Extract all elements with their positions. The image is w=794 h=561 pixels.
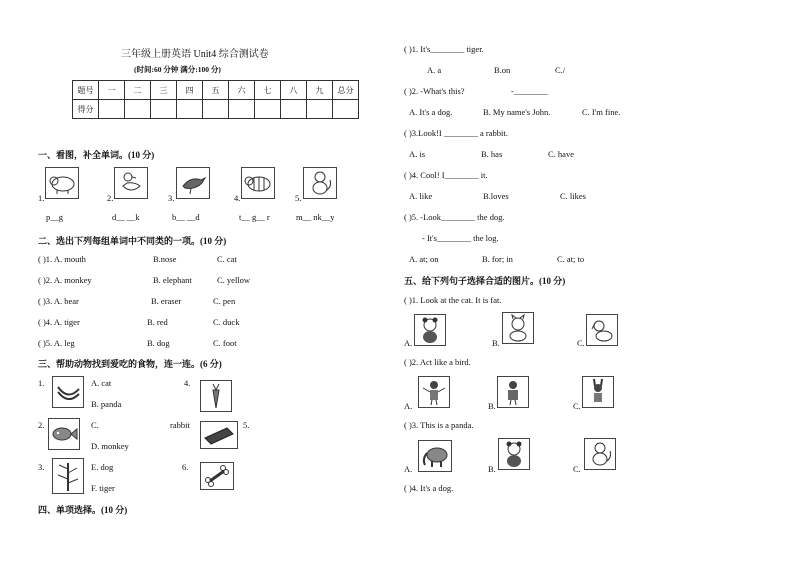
score-cell: 六 [229, 81, 255, 100]
section-5-heading: 五、给下列句子选择合适的图片。(10 分) [404, 276, 566, 286]
s4-option: B.loves [483, 191, 509, 201]
s2-option: B.nose [153, 254, 177, 264]
s5-option-label: C. [573, 464, 581, 474]
s4-option: B.on [494, 65, 511, 75]
s2-option: C. yellow [217, 275, 251, 285]
panda-picture [414, 314, 446, 346]
s3-animal: A. cat [91, 378, 112, 388]
s3-animal: rabbit [170, 420, 190, 430]
s4-option: A. at; on [409, 254, 439, 264]
s5-option-label: B. [488, 401, 496, 411]
score-cell: 一 [99, 81, 125, 100]
s3-animal: E. dog [91, 462, 114, 472]
score-cell: 九 [307, 81, 333, 100]
s1-num: 5. [295, 193, 302, 203]
s5-question: ( )1. Look at the cat. It is fat. [404, 295, 502, 305]
s4-question: ( )2. -What's this? [404, 86, 465, 96]
s2-question: ( )1. A. mouth [38, 254, 86, 264]
s3-animal: D. monkey [91, 441, 129, 451]
score-cell: 七 [255, 81, 281, 100]
bone-picture [200, 462, 234, 490]
score-input-cell[interactable] [307, 100, 333, 119]
s5-option-label: C. [577, 338, 585, 348]
s4-option: C. likes [560, 191, 586, 201]
score-input-cell[interactable] [281, 100, 307, 119]
s5-option-label: B. [488, 464, 496, 474]
score-cell: 得分 [73, 100, 99, 119]
monkey-picture [584, 438, 616, 470]
score-input-cell[interactable] [99, 100, 125, 119]
cat-picture [502, 312, 534, 344]
s1-word: b__ __d [172, 212, 200, 222]
s4-option: C. I'm fine. [582, 107, 621, 117]
s4-option: A. like [409, 191, 433, 201]
s2-option: C. pen [213, 296, 236, 306]
score-input-cell[interactable] [203, 100, 229, 119]
score-input-cell[interactable] [177, 100, 203, 119]
s2-option: B. dog [147, 338, 170, 348]
score-input-cell[interactable] [255, 100, 281, 119]
score-cell: 八 [281, 81, 307, 100]
s4-option: C. at; to [557, 254, 585, 264]
s2-option: B. red [147, 317, 168, 327]
score-cell: 总分 [333, 81, 359, 100]
score-cell: 五 [203, 81, 229, 100]
s5-option-label: B. [492, 338, 500, 348]
s5-option-label: C. [573, 401, 581, 411]
elephant-picture [418, 440, 452, 472]
s4-question: ( )1. It's________ tiger. [404, 44, 484, 54]
bamboo-picture [52, 458, 84, 494]
s5-option-label: A. [404, 401, 413, 411]
section-1-heading: 一、看图，补全单词。(10 分) [38, 150, 155, 160]
s2-option: C. duck [213, 317, 240, 327]
score-cell: 题号 [73, 81, 99, 100]
s4-option: C. have [548, 149, 574, 159]
s3-num: 6. [182, 462, 189, 472]
s4-question: ( )3.Look!I ________ a rabbit. [404, 128, 508, 138]
s5-option-label: A. [404, 338, 413, 348]
dog-picture [586, 314, 618, 346]
s4-option: B. has [481, 149, 503, 159]
monkey-picture [303, 167, 337, 199]
section-2-heading: 二、选出下列每组单词中不同类的一项。(10 分) [38, 236, 227, 246]
fish-picture [48, 418, 80, 450]
s3-animal: B. panda [91, 399, 122, 409]
s1-num: 1. [38, 193, 45, 203]
score-cell: 二 [125, 81, 151, 100]
pig-picture [45, 167, 79, 199]
girl-acting-picture [418, 376, 450, 408]
s4-question-line2: - It's________ the log. [422, 233, 499, 243]
s1-num: 4. [234, 193, 241, 203]
s3-num: 5. [243, 420, 250, 430]
meat-picture [200, 421, 238, 449]
score-table-score-row [73, 100, 359, 119]
carrot-picture [200, 380, 232, 412]
page-subtitle: (时间:60 分钟 满分:100 分) [134, 65, 221, 74]
score-table-header-row [73, 81, 359, 100]
score-input-cell[interactable] [151, 100, 177, 119]
s4-answer-blank: -________ [511, 86, 548, 96]
tiger-picture [241, 167, 275, 199]
s1-word: t__ g__ r [239, 212, 270, 222]
s1-word: d__ __k [112, 212, 140, 222]
score-input-cell[interactable] [333, 100, 359, 119]
s3-animal: C. [91, 420, 99, 430]
s2-question: ( )4. A. tiger [38, 317, 80, 327]
s3-num: 3. [38, 462, 45, 472]
score-input-cell[interactable] [125, 100, 151, 119]
s2-question: ( )5. A. leg [38, 338, 75, 348]
s3-num: 2. [38, 420, 45, 430]
section-3-heading: 三、帮助动物找到爱吃的食物，连一连。(6 分) [38, 359, 222, 369]
bird-picture [176, 167, 210, 199]
s4-option: A. It's a dog. [409, 107, 453, 117]
s4-option: B. for; in [482, 254, 513, 264]
s3-num: 1. [38, 378, 45, 388]
s4-option: A. is [409, 149, 426, 159]
score-cell: 三 [151, 81, 177, 100]
banana-picture [52, 376, 84, 408]
s4-option: C./ [555, 65, 566, 75]
s5-question: ( )4. It's a dog. [404, 483, 454, 493]
s1-num: 2. [107, 193, 114, 203]
s2-option: B. eraser [151, 296, 182, 306]
boy-acting-picture [497, 376, 529, 408]
s2-question: ( )3. A. bear [38, 296, 79, 306]
s5-option-label: A. [404, 464, 413, 474]
s1-word: m__ nk__y [296, 212, 335, 222]
s4-option: A. a [427, 65, 442, 75]
s1-num: 3. [168, 193, 175, 203]
s2-question: ( )2. A. monkey [38, 275, 92, 285]
s5-question: ( )3. This is a panda. [404, 420, 474, 430]
s2-option: B. elephant [153, 275, 192, 285]
s1-word: p__g [46, 212, 63, 222]
s3-animal: F. tiger [91, 483, 115, 493]
section-4-heading: 四、单项选择。(10 分) [38, 505, 128, 515]
s2-option: C. foot [213, 338, 237, 348]
rabbit-girl-picture [582, 376, 614, 408]
duck-picture [114, 167, 148, 199]
score-cell: 四 [177, 81, 203, 100]
score-input-cell[interactable] [229, 100, 255, 119]
s5-question: ( )2. Act like a bird. [404, 357, 471, 367]
s3-num: 4. [184, 378, 191, 388]
s2-option: C. cat [217, 254, 237, 264]
page-title: 三年级上册英语 Unit4 综合测试卷 [121, 49, 269, 60]
score-table [72, 80, 359, 119]
s4-question: ( )4. Cool! I________ it. [404, 170, 488, 180]
panda-picture [498, 438, 530, 470]
s4-question: ( )5. -Look________ the dog. [404, 212, 505, 222]
s4-option: B. My name's John. [483, 107, 551, 117]
